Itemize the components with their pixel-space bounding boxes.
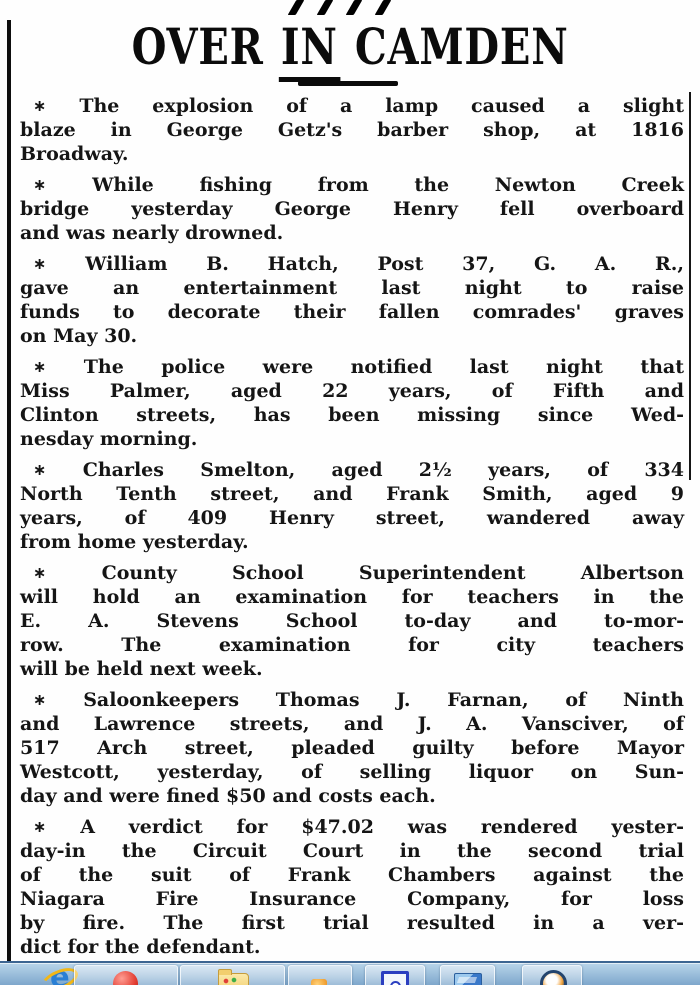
text-line: on May 30. — [20, 325, 138, 347]
text-line: 517 Arch street, pleaded guilty before Mayor — [20, 737, 684, 759]
headline-word: CAMDEN — [354, 17, 569, 76]
bullet-mark: ∗ — [33, 96, 47, 115]
text-line: nesday morning. — [20, 428, 198, 450]
taskbar-button-orange-app[interactable] — [288, 965, 352, 985]
text-line: Miss Palmer, aged 22 years, of Fifth and — [20, 380, 684, 402]
headline-word: OVER — [131, 17, 264, 76]
text-line: Westcott, yesterday, of selling liquor on Sun- — [20, 761, 684, 783]
text-line: ∗ William B. Hatch, Post 37, G. A. R., — [33, 253, 684, 275]
text-line: North Tenth street, and Frank Smith, aged 9 — [20, 483, 684, 505]
red-app-icon — [110, 968, 142, 985]
text-line: Broadway. — [20, 143, 129, 165]
news-paragraph — [20, 94, 684, 166]
text-line: by fire. The first trial resulted in a ver- — [20, 912, 684, 934]
bullet-mark: ∗ — [33, 175, 47, 194]
taskbar-button-file-explorer[interactable] — [180, 965, 285, 985]
bullet-mark: ∗ — [33, 357, 47, 376]
text-line: will hold an examination for teachers in the — [20, 586, 684, 608]
headline-word-underlined: IN — [278, 17, 340, 82]
text-line: ∗ The explosion of a lamp caused a slight — [33, 95, 684, 117]
cropped-character-stroke — [317, 0, 334, 15]
text-line: years, of 409 Henry street, wandered away — [20, 507, 684, 529]
headline-divider — [298, 81, 398, 86]
text-line: blaze in George Getz's barber shop, at 1816 — [20, 119, 684, 141]
text-line: ∗ A verdict for $47.02 was rendered yester- — [33, 816, 684, 838]
cropped-character-stroke — [346, 0, 363, 15]
news-paragraph — [20, 458, 684, 554]
text-line: ∗ While fishing from the Newton Creek — [33, 174, 684, 196]
blue-app-icon — [452, 968, 484, 985]
text-line: will be held next week. — [20, 658, 263, 680]
text-line: dict for the defendant. — [20, 936, 261, 958]
bullet-mark: ∗ — [33, 817, 47, 836]
text-line: bridge yesterday George Henry fell overboard — [20, 198, 684, 220]
taskbar-button-blue-app[interactable] — [440, 965, 495, 985]
text-line: from home yesterday. — [20, 531, 249, 553]
bullet-mark: ∗ — [33, 563, 47, 582]
text-line: Clinton streets, has been missing since Wed- — [20, 404, 684, 426]
text-line: ∗ Charles Smelton, aged 2½ years, of 334 — [33, 459, 684, 481]
bullet-mark: ∗ — [33, 690, 47, 709]
text-line: ∗ Saloonkeepers Thomas J. Farnan, of Ninth — [33, 689, 684, 711]
news-paragraph — [20, 355, 684, 451]
text-line: of the suit of Frank Chambers against the — [20, 864, 684, 886]
text-line: ∗ The police were notified last night that — [33, 356, 684, 378]
bullet-mark: ∗ — [33, 460, 47, 479]
news-paragraph — [20, 561, 684, 681]
text-line: day and were fined $50 and costs each. — [20, 785, 436, 807]
text-line: ∗ County School Superintendent Albertson — [33, 562, 684, 584]
column-rule-left — [7, 20, 11, 961]
windows-taskbar[interactable] — [0, 961, 700, 985]
taskbar-button-red-app[interactable] — [74, 965, 178, 985]
text-line: and Lawrence streets, and J. A. Vansciver, of — [20, 713, 684, 735]
text-line: row. The examination for city teachers — [20, 634, 684, 656]
headline-text — [131, 17, 569, 76]
window-app-icon — [379, 968, 411, 985]
taskbar-button-window-app[interactable] — [365, 965, 425, 985]
file-explorer-icon — [217, 968, 249, 985]
orange-app-icon — [304, 968, 336, 985]
search-app-icon — [536, 968, 568, 985]
column-rule-right — [689, 92, 691, 480]
cropped-headline-remnant — [292, 0, 387, 15]
news-paragraph — [20, 252, 684, 348]
text-line: day-in the Circuit Court in the second trial — [20, 840, 684, 862]
article-body — [20, 94, 684, 966]
text-line: E. A. Stevens School to-day and to-mor- — [20, 610, 684, 632]
text-line: gave an entertainment last night to raise — [20, 277, 684, 299]
cropped-character-stroke — [288, 0, 305, 15]
news-paragraph — [20, 173, 684, 245]
text-line: and was nearly drowned. — [20, 222, 284, 244]
news-paragraph — [20, 815, 684, 959]
text-line: funds to decorate their fallen comrades' graves — [20, 301, 684, 323]
taskbar-button-search-app[interactable] — [522, 965, 582, 985]
bullet-mark: ∗ — [33, 254, 47, 273]
internet-explorer-icon — [43, 967, 75, 985]
news-paragraph — [20, 688, 684, 808]
article-headline — [0, 17, 700, 76]
cropped-character-stroke — [375, 0, 392, 15]
text-line: Niagara Fire Insurance Company, for loss — [20, 888, 684, 910]
